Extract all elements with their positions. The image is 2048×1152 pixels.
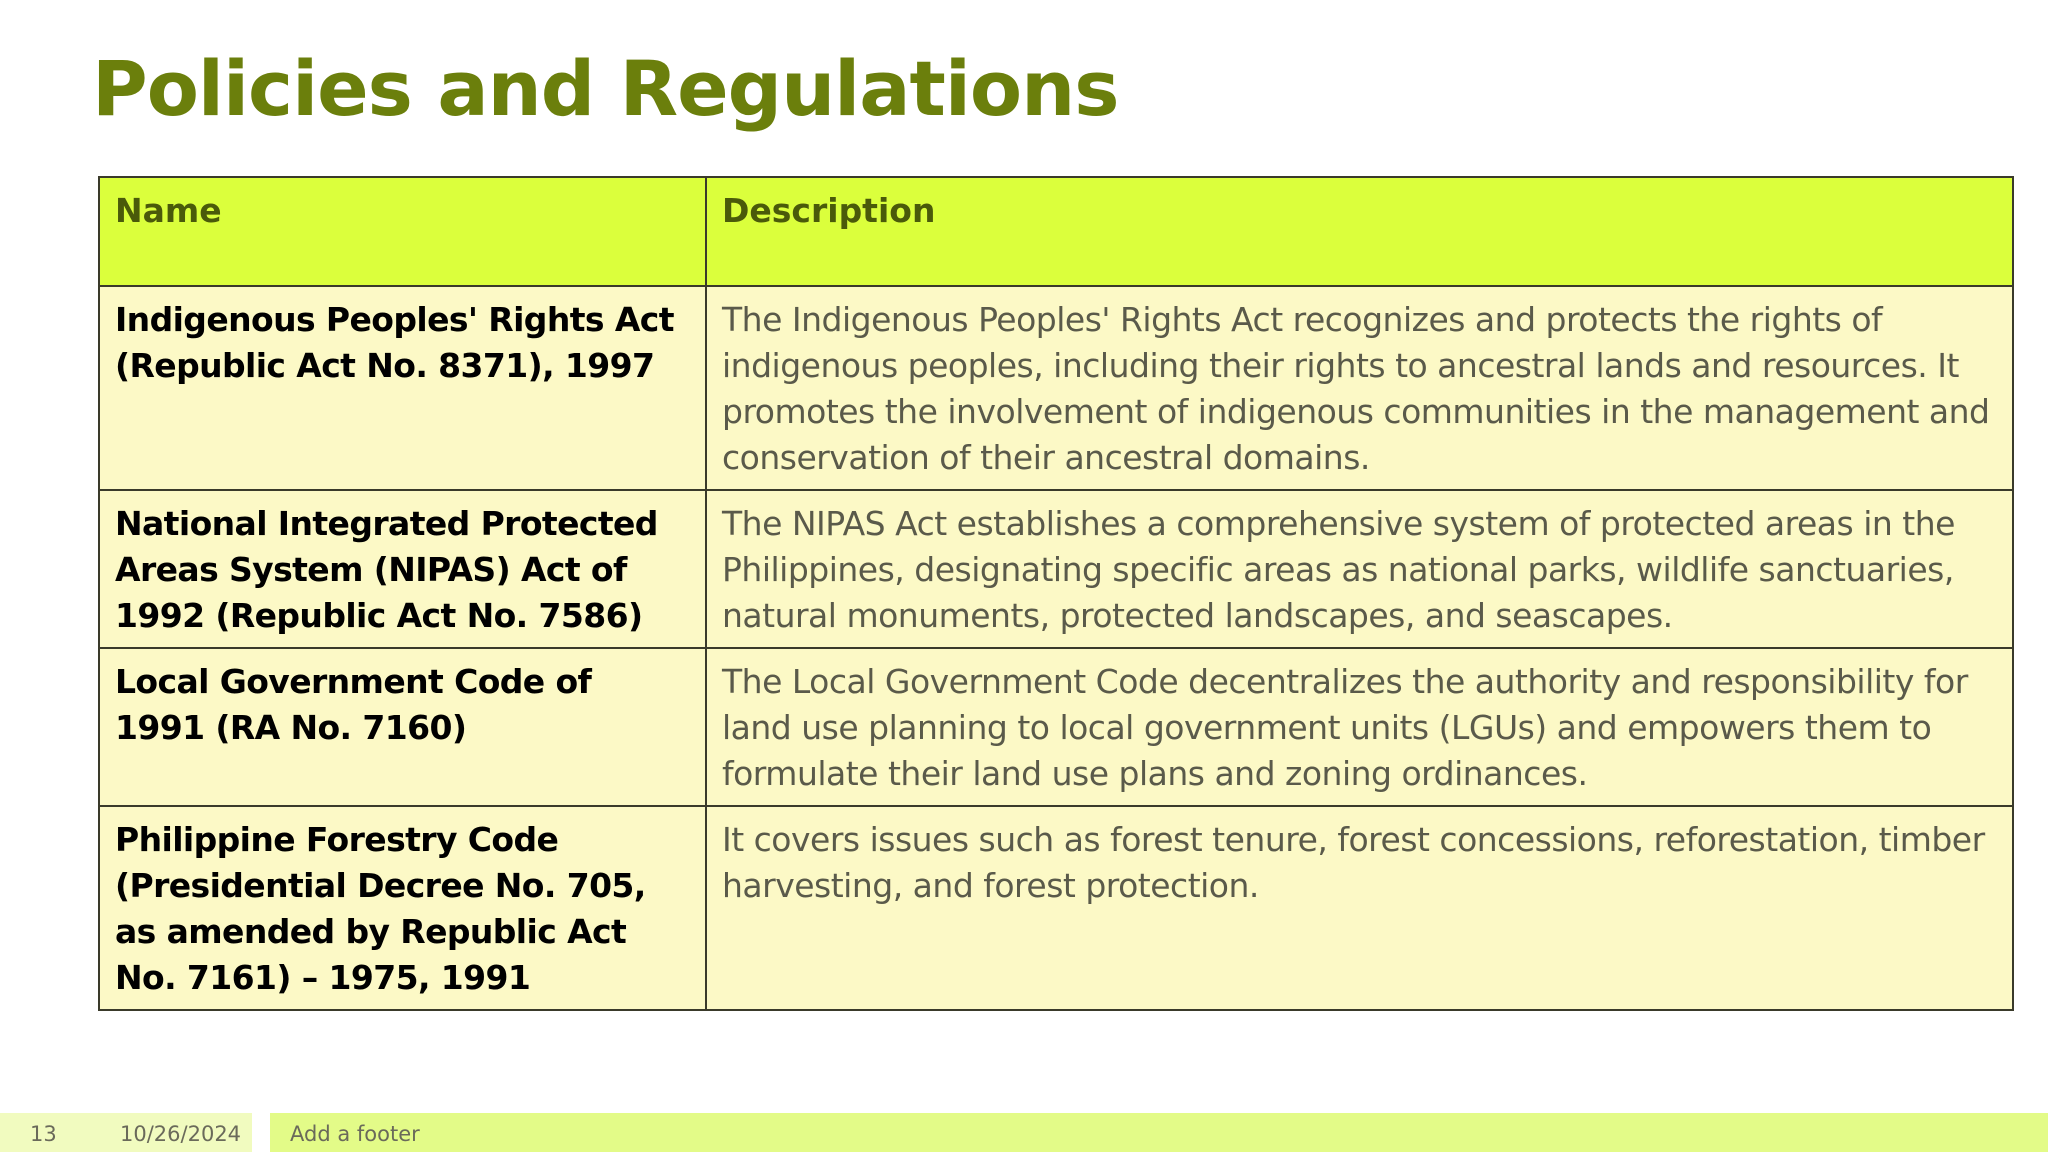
policy-name: Local Government Code of 1991 (RA No. 7160) (99, 648, 706, 806)
policy-description: The Indigenous Peoples' Rights Act recognizes and protects the rights of indigenous peoples, including their rights to ancestral lands and resources. It promotes the involvement of indigenous communities in the management and conservation of their ancestral domains. (706, 286, 2013, 490)
table-row (99, 648, 2013, 806)
policy-name: National Integrated Protected Areas System (NIPAS) Act of 1992 (Republic Act No. 7586) (99, 490, 706, 648)
policies-table (98, 176, 2014, 1011)
slide-footer (0, 1113, 2048, 1152)
policy-name: Indigenous Peoples' Rights Act (Republic Act No. 8371), 1997 (99, 286, 706, 490)
header-name: Name (99, 177, 706, 286)
header-description: Description (706, 177, 2013, 286)
table-row (99, 806, 2013, 1010)
footer-right-block (270, 1113, 2048, 1152)
table-header-row (99, 177, 2013, 286)
policy-description: It covers issues such as forest tenure, forest concessions, reforestation, timber harvesting, and forest protection. (706, 806, 2013, 1010)
policy-name: Philippine Forestry Code (Presidential Decree No. 705, as amended by Republic Act No. 7161) – 1975, 1991 (99, 806, 706, 1010)
slide-title: Policies and Regulations (92, 44, 1119, 133)
table-row (99, 286, 2013, 490)
slide-number: 13 (30, 1122, 57, 1146)
table-row (99, 490, 2013, 648)
policy-description: The NIPAS Act establishes a comprehensive system of protected areas in the Philippines, designating specific areas as national parks, wildlife sanctuaries, natural monuments, protected landscapes, and seascapes. (706, 490, 2013, 648)
slide-date: 10/26/2024 (120, 1122, 242, 1146)
policy-description: The Local Government Code decentralizes the authority and responsibility for land use planning to local government units (LGUs) and empowers them to formulate their land use plans and zoning ordinances. (706, 648, 2013, 806)
footer-text[interactable]: Add a footer (290, 1122, 420, 1146)
footer-left-block (0, 1113, 252, 1152)
